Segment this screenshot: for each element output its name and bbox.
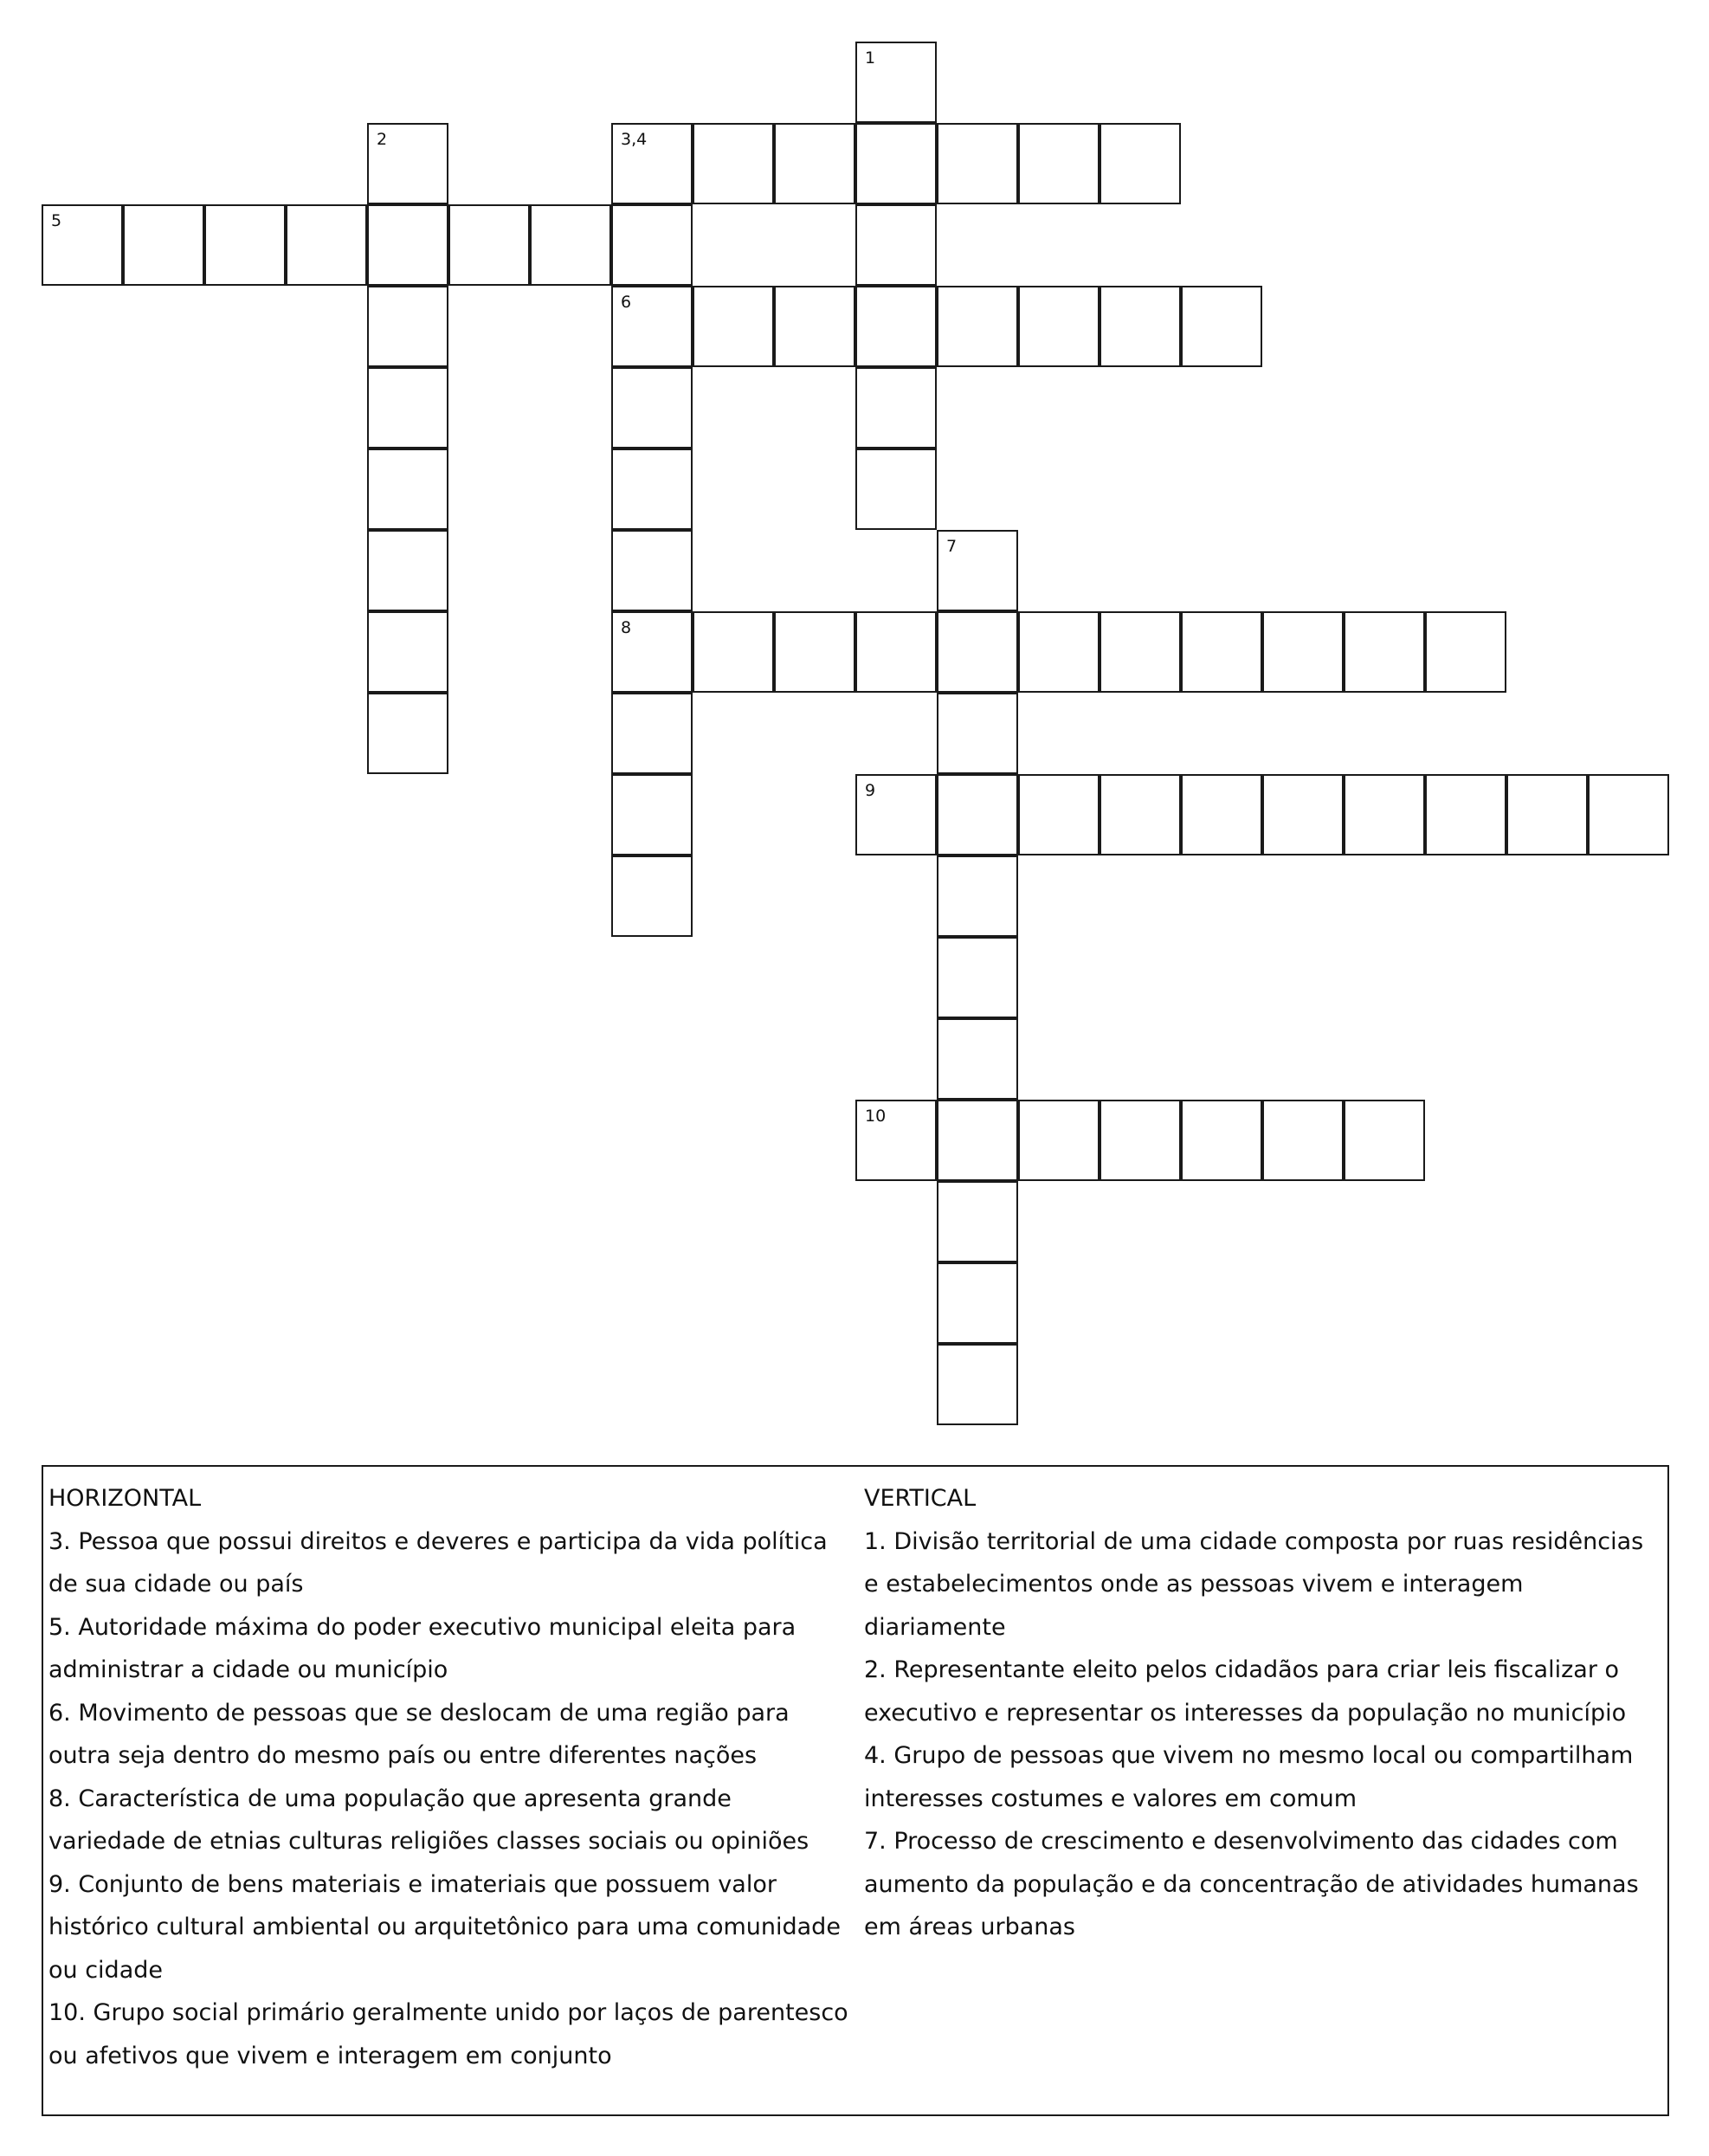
grid-cell[interactable] [937, 1344, 1018, 1425]
grid-cell[interactable] [855, 1100, 937, 1181]
grid-cell[interactable] [937, 693, 1018, 774]
grid-cell[interactable] [1262, 1100, 1344, 1181]
grid-cell[interactable] [855, 367, 937, 449]
grid-cell[interactable] [937, 1018, 1018, 1100]
clue-horizontal-5: 5. Autoridade máxima do poder executivo municipal eleita para administrar a cidade ou município [48, 1613, 796, 1683]
grid-cell[interactable] [1018, 1100, 1100, 1181]
clue-vertical-4: 4. Grupo de pessoas que vivem no mesmo local ou compartilham interesses costumes e valores em comum [864, 1742, 1634, 1812]
grid-cell[interactable] [611, 611, 693, 693]
clue-number: 10 [865, 1107, 887, 1126]
grid-cell[interactable] [611, 530, 693, 611]
clue-vertical-2: 2. Representante eleito pelos cidadãos para criar leis fiscalizar o executivo e representar os interesses da população no município [864, 1656, 1627, 1727]
grid-cell[interactable] [1344, 611, 1425, 693]
clue-horizontal-10: 10. Grupo social primário geralmente unido por laços de parentesco ou afetivos que vivem e interagem em conjunto [48, 1999, 848, 2069]
grid-cell[interactable] [1018, 774, 1100, 855]
grid-cell[interactable] [611, 367, 693, 449]
grid-cell[interactable] [42, 204, 123, 286]
grid-cell[interactable] [1018, 286, 1100, 367]
grid-cell[interactable] [1100, 774, 1181, 855]
grid-cell[interactable] [1262, 611, 1344, 693]
clue-number: 9 [865, 781, 876, 800]
grid-cell[interactable] [855, 204, 937, 286]
grid-cell[interactable] [1344, 774, 1425, 855]
grid-cell[interactable] [611, 123, 693, 204]
grid-cell[interactable] [937, 611, 1018, 693]
grid-cell[interactable] [1100, 1100, 1181, 1181]
grid-cell[interactable] [1181, 1100, 1262, 1181]
grid-cell[interactable] [937, 123, 1018, 204]
clue-number: 2 [377, 130, 388, 149]
clue-number: 1 [865, 48, 876, 68]
grid-cell[interactable] [855, 774, 937, 855]
grid-cell[interactable] [286, 204, 367, 286]
grid-cell[interactable] [1181, 774, 1262, 855]
grid-cell[interactable] [204, 204, 286, 286]
grid-cell[interactable] [774, 611, 855, 693]
grid-cell[interactable] [937, 286, 1018, 367]
grid-cell[interactable] [611, 774, 693, 855]
grid-cell[interactable] [693, 286, 774, 367]
grid-cell[interactable] [693, 123, 774, 204]
grid-cell[interactable] [367, 123, 448, 204]
clue-vertical-7: 7. Processo de crescimento e desenvolvimento das cidades com aumento da população e da concentração de atividades humanas em áreas urbanas [864, 1828, 1639, 1940]
clues-panel [42, 1465, 1669, 2116]
grid-cell[interactable] [1425, 611, 1506, 693]
grid-cell[interactable] [611, 449, 693, 530]
grid-cell[interactable] [937, 937, 1018, 1018]
grid-cell[interactable] [855, 286, 937, 367]
clue-number: 8 [621, 618, 632, 637]
grid-cell[interactable] [1588, 774, 1669, 855]
grid-cell[interactable] [367, 530, 448, 611]
grid-cell[interactable] [937, 1262, 1018, 1344]
grid-cell[interactable] [611, 286, 693, 367]
grid-cell[interactable] [1100, 286, 1181, 367]
grid-cell[interactable] [367, 286, 448, 367]
clue-horizontal-8: 8. Característica de uma população que apresenta grande variedade de etnias culturas religiões classes sociais ou opiniões [48, 1785, 809, 1855]
grid-cell[interactable] [774, 123, 855, 204]
grid-cell[interactable] [611, 204, 693, 286]
grid-cell[interactable] [855, 449, 937, 530]
grid-cell[interactable] [367, 204, 448, 286]
clue-horizontal-9: 9. Conjunto de bens materiais e imateriais que possuem valor histórico cultural ambiental ou arquitetônico para uma comunidade ou cidade [48, 1870, 841, 1984]
grid-cell[interactable] [1181, 286, 1262, 367]
grid-cell[interactable] [855, 123, 937, 204]
grid-cell[interactable] [123, 204, 204, 286]
clue-number: 6 [621, 293, 632, 312]
vertical-clues [864, 1477, 1665, 1949]
grid-cell[interactable] [367, 449, 448, 530]
clue-horizontal-3: 3. Pessoa que possui direitos e deveres e participa da vida política de sua cidade ou país [48, 1527, 828, 1598]
clue-number: 5 [51, 211, 62, 230]
grid-cell[interactable] [367, 693, 448, 774]
grid-cell[interactable] [367, 611, 448, 693]
grid-cell[interactable] [855, 611, 937, 693]
grid-cell[interactable] [1506, 774, 1588, 855]
grid-cell[interactable] [611, 855, 693, 937]
grid-cell[interactable] [1344, 1100, 1425, 1181]
clue-vertical-1: 1. Divisão territorial de uma cidade composta por ruas residências e estabelecimentos onde as pessoas vivem e interagem diariamente [864, 1527, 1644, 1641]
clue-number: 3,4 [621, 130, 648, 149]
clue-horizontal-6: 6. Movimento de pessoas que se deslocam de uma região para outra seja dentro do mesmo país ou entre diferentes nações [48, 1699, 790, 1769]
grid-cell[interactable] [693, 611, 774, 693]
grid-cell[interactable] [530, 204, 611, 286]
grid-cell[interactable] [855, 42, 937, 123]
horizontal-heading: HORIZONTAL [48, 1485, 202, 1512]
grid-cell[interactable] [367, 367, 448, 449]
grid-cell[interactable] [1181, 611, 1262, 693]
grid-cell[interactable] [1262, 774, 1344, 855]
horizontal-clues [48, 1477, 854, 2077]
grid-cell[interactable] [611, 693, 693, 774]
grid-cell[interactable] [937, 855, 1018, 937]
clue-number: 7 [946, 537, 958, 556]
grid-cell[interactable] [937, 774, 1018, 855]
grid-cell[interactable] [1100, 611, 1181, 693]
vertical-heading: VERTICAL [864, 1485, 977, 1512]
grid-cell[interactable] [1018, 611, 1100, 693]
grid-cell[interactable] [1425, 774, 1506, 855]
grid-cell[interactable] [937, 1100, 1018, 1181]
grid-cell[interactable] [448, 204, 530, 286]
grid-cell[interactable] [774, 286, 855, 367]
grid-cell[interactable] [937, 1181, 1018, 1262]
grid-cell[interactable] [937, 530, 1018, 611]
grid-cell[interactable] [1100, 123, 1181, 204]
grid-cell[interactable] [1018, 123, 1100, 204]
